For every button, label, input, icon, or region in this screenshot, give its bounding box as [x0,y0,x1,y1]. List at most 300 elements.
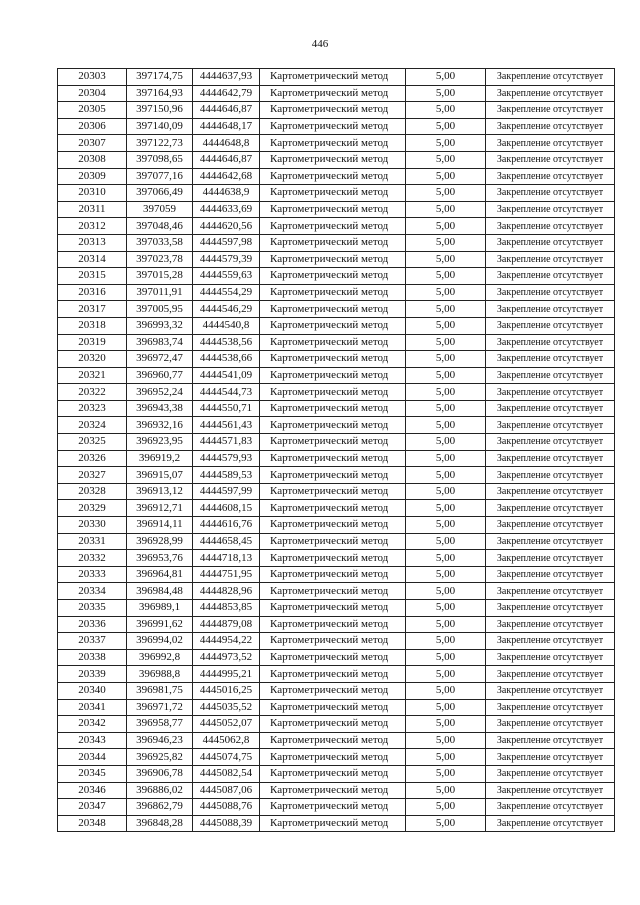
fixation-cell: Закрепление отсутствует [486,234,615,251]
point-number-cell: 20310 [58,185,127,202]
table-row [58,666,615,683]
method-cell: Картометрический метод [260,566,406,583]
fixation-cell: Закрепление отсутствует [486,616,615,633]
point-number-cell: 20319 [58,334,127,351]
point-number-cell: 20313 [58,234,127,251]
fixation-cell: Закрепление отсутствует [486,799,615,816]
y-coordinate-cell: 4444638,9 [193,185,260,202]
method-cell: Картометрический метод [260,85,406,102]
point-number-cell: 20329 [58,500,127,517]
x-coordinate-cell: 397005,95 [127,301,193,318]
y-coordinate-cell: 4444658,45 [193,533,260,550]
table-row [58,168,615,185]
x-coordinate-cell: 397164,93 [127,85,193,102]
precision-cell: 5,00 [406,699,486,716]
precision-cell: 5,00 [406,483,486,500]
table-row [58,251,615,268]
x-coordinate-cell: 397150,96 [127,102,193,119]
method-cell: Картометрический метод [260,102,406,119]
y-coordinate-cell: 4444579,93 [193,450,260,467]
x-coordinate-cell: 396913,12 [127,483,193,500]
method-cell: Картометрический метод [260,334,406,351]
table-row [58,467,615,484]
method-cell: Картометрический метод [260,716,406,733]
x-coordinate-cell: 397066,49 [127,185,193,202]
y-coordinate-cell: 4444571,83 [193,434,260,451]
y-coordinate-cell: 4444646,87 [193,151,260,168]
y-coordinate-cell: 4444646,87 [193,102,260,119]
y-coordinate-cell: 4445035,52 [193,699,260,716]
point-number-cell: 20317 [58,301,127,318]
method-cell: Картометрический метод [260,600,406,617]
x-coordinate-cell: 396971,72 [127,699,193,716]
y-coordinate-cell: 4444597,98 [193,234,260,251]
precision-cell: 5,00 [406,268,486,285]
table-row [58,151,615,168]
fixation-cell: Закрепление отсутствует [486,334,615,351]
method-cell: Картометрический метод [260,384,406,401]
y-coordinate-cell: 4444828,96 [193,583,260,600]
fixation-cell: Закрепление отсутствует [486,85,615,102]
x-coordinate-cell: 396862,79 [127,799,193,816]
table-row [58,417,615,434]
method-cell: Картометрический метод [260,633,406,650]
y-coordinate-cell: 4445016,25 [193,682,260,699]
method-cell: Картометрический метод [260,301,406,318]
x-coordinate-cell: 396952,24 [127,384,193,401]
point-number-cell: 20322 [58,384,127,401]
x-coordinate-cell: 397059 [127,201,193,218]
fixation-cell: Закрепление отсутствует [486,699,615,716]
table-row [58,185,615,202]
method-cell: Картометрический метод [260,815,406,832]
y-coordinate-cell: 4444954,22 [193,633,260,650]
table-row [58,434,615,451]
point-number-cell: 20347 [58,799,127,816]
table-row [58,234,615,251]
point-number-cell: 20344 [58,749,127,766]
fixation-cell: Закрепление отсутствует [486,749,615,766]
fixation-cell: Закрепление отсутствует [486,483,615,500]
precision-cell: 5,00 [406,135,486,152]
y-coordinate-cell: 4445074,75 [193,749,260,766]
table-row [58,218,615,235]
precision-cell: 5,00 [406,765,486,782]
x-coordinate-cell: 396848,28 [127,815,193,832]
point-number-cell: 20343 [58,732,127,749]
table-row [58,533,615,550]
point-number-cell: 20303 [58,69,127,86]
method-cell: Картометрический метод [260,351,406,368]
point-number-cell: 20332 [58,550,127,567]
x-coordinate-cell: 396988,8 [127,666,193,683]
y-coordinate-cell: 4444637,93 [193,69,260,86]
page-number: 446 [311,38,329,50]
method-cell: Картометрический метод [260,284,406,301]
fixation-cell: Закрепление отсутствует [486,251,615,268]
fixation-cell: Закрепление отсутствует [486,417,615,434]
table-row [58,500,615,517]
x-coordinate-cell: 396960,77 [127,367,193,384]
method-cell: Картометрический метод [260,682,406,699]
fixation-cell: Закрепление отсутствует [486,434,615,451]
table-row [58,815,615,832]
point-number-cell: 20307 [58,135,127,152]
fixation-cell: Закрепление отсутствует [486,284,615,301]
fixation-cell: Закрепление отсутствует [486,666,615,683]
table-row [58,732,615,749]
x-coordinate-cell: 396992,8 [127,649,193,666]
point-number-cell: 20311 [58,201,127,218]
point-number-cell: 20324 [58,417,127,434]
precision-cell: 5,00 [406,384,486,401]
point-number-cell: 20318 [58,317,127,334]
precision-cell: 5,00 [406,666,486,683]
point-number-cell: 20333 [58,566,127,583]
table-row [58,69,615,86]
fixation-cell: Закрепление отсутствует [486,600,615,617]
y-coordinate-cell: 4445052,07 [193,716,260,733]
x-coordinate-cell: 396943,38 [127,400,193,417]
precision-cell: 5,00 [406,69,486,86]
method-cell: Картометрический метод [260,799,406,816]
method-cell: Картометрический метод [260,765,406,782]
y-coordinate-cell: 4445087,06 [193,782,260,799]
fixation-cell: Закрепление отсутствует [486,317,615,334]
x-coordinate-cell: 396912,71 [127,500,193,517]
method-cell: Картометрический метод [260,517,406,534]
method-cell: Картометрический метод [260,69,406,86]
table-row [58,301,615,318]
point-number-cell: 20308 [58,151,127,168]
fixation-cell: Закрепление отсутствует [486,533,615,550]
method-cell: Картометрический метод [260,268,406,285]
precision-cell: 5,00 [406,583,486,600]
table-row [58,483,615,500]
point-number-cell: 20323 [58,400,127,417]
y-coordinate-cell: 4444648,8 [193,135,260,152]
x-coordinate-cell: 396994,02 [127,633,193,650]
method-cell: Картометрический метод [260,168,406,185]
fixation-cell: Закрепление отсутствует [486,517,615,534]
precision-cell: 5,00 [406,218,486,235]
method-cell: Картометрический метод [260,218,406,235]
x-coordinate-cell: 396991,62 [127,616,193,633]
x-coordinate-cell: 396989,1 [127,600,193,617]
method-cell: Картометрический метод [260,467,406,484]
x-coordinate-cell: 396993,32 [127,317,193,334]
precision-cell: 5,00 [406,417,486,434]
y-coordinate-cell: 4444559,63 [193,268,260,285]
precision-cell: 5,00 [406,467,486,484]
y-coordinate-cell: 4444597,99 [193,483,260,500]
y-coordinate-cell: 4445088,76 [193,799,260,816]
table-row [58,118,615,135]
method-cell: Картометрический метод [260,317,406,334]
fixation-cell: Закрепление отсутствует [486,102,615,119]
precision-cell: 5,00 [406,682,486,699]
fixation-cell: Закрепление отсутствует [486,185,615,202]
precision-cell: 5,00 [406,550,486,567]
table-row [58,749,615,766]
fixation-cell: Закрепление отсутствует [486,367,615,384]
y-coordinate-cell: 4444561,43 [193,417,260,434]
method-cell: Картометрический метод [260,400,406,417]
point-number-cell: 20330 [58,517,127,534]
precision-cell: 5,00 [406,517,486,534]
point-number-cell: 20340 [58,682,127,699]
y-coordinate-cell: 4444620,56 [193,218,260,235]
precision-cell: 5,00 [406,799,486,816]
method-cell: Картометрический метод [260,151,406,168]
y-coordinate-cell: 4444973,52 [193,649,260,666]
x-coordinate-cell: 396906,78 [127,765,193,782]
precision-cell: 5,00 [406,151,486,168]
y-coordinate-cell: 4444995,21 [193,666,260,683]
method-cell: Картометрический метод [260,483,406,500]
method-cell: Картометрический метод [260,732,406,749]
point-number-cell: 20337 [58,633,127,650]
point-number-cell: 20334 [58,583,127,600]
y-coordinate-cell: 4444751,95 [193,566,260,583]
fixation-cell: Закрепление отсутствует [486,467,615,484]
x-coordinate-cell: 396925,82 [127,749,193,766]
method-cell: Картометрический метод [260,666,406,683]
x-coordinate-cell: 396914,11 [127,517,193,534]
y-coordinate-cell: 4444879,08 [193,616,260,633]
table-row [58,616,615,633]
y-coordinate-cell: 4444540,8 [193,317,260,334]
precision-cell: 5,00 [406,234,486,251]
method-cell: Картометрический метод [260,201,406,218]
precision-cell: 5,00 [406,367,486,384]
fixation-cell: Закрепление отсутствует [486,450,615,467]
precision-cell: 5,00 [406,85,486,102]
table-row [58,583,615,600]
fixation-cell: Закрепление отсутствует [486,69,615,86]
method-cell: Картометрический метод [260,185,406,202]
y-coordinate-cell: 4444544,73 [193,384,260,401]
point-number-cell: 20327 [58,467,127,484]
point-number-cell: 20320 [58,351,127,368]
precision-cell: 5,00 [406,716,486,733]
table-row [58,517,615,534]
fixation-cell: Закрепление отсутствует [486,815,615,832]
y-coordinate-cell: 4444546,29 [193,301,260,318]
table-row [58,716,615,733]
y-coordinate-cell: 4444589,53 [193,467,260,484]
fixation-cell: Закрепление отсутствует [486,732,615,749]
table-row [58,384,615,401]
precision-cell: 5,00 [406,500,486,517]
fixation-cell: Закрепление отсутствует [486,201,615,218]
y-coordinate-cell: 4444616,76 [193,517,260,534]
fixation-cell: Закрепление отсутствует [486,649,615,666]
table-row [58,550,615,567]
method-cell: Картометрический метод [260,500,406,517]
precision-cell: 5,00 [406,284,486,301]
table-row [58,367,615,384]
x-coordinate-cell: 396928,99 [127,533,193,550]
coordinates-table [57,68,615,832]
y-coordinate-cell: 4445082,54 [193,765,260,782]
fixation-cell: Закрепление отсутствует [486,633,615,650]
table-row [58,600,615,617]
table-row [58,400,615,417]
precision-cell: 5,00 [406,616,486,633]
fixation-cell: Закрепление отсутствует [486,765,615,782]
precision-cell: 5,00 [406,102,486,119]
x-coordinate-cell: 397023,78 [127,251,193,268]
x-coordinate-cell: 396932,16 [127,417,193,434]
point-number-cell: 20305 [58,102,127,119]
point-number-cell: 20325 [58,434,127,451]
fixation-cell: Закрепление отсутствует [486,500,615,517]
y-coordinate-cell: 4444550,71 [193,400,260,417]
x-coordinate-cell: 396953,76 [127,550,193,567]
y-coordinate-cell: 4444642,79 [193,85,260,102]
x-coordinate-cell: 397011,91 [127,284,193,301]
precision-cell: 5,00 [406,334,486,351]
fixation-cell: Закрепление отсутствует [486,301,615,318]
point-number-cell: 20328 [58,483,127,500]
table-row [58,450,615,467]
point-number-cell: 20304 [58,85,127,102]
precision-cell: 5,00 [406,732,486,749]
y-coordinate-cell: 4445062,8 [193,732,260,749]
y-coordinate-cell: 4444718,13 [193,550,260,567]
table-row [58,201,615,218]
fixation-cell: Закрепление отсутствует [486,566,615,583]
fixation-cell: Закрепление отсутствует [486,716,615,733]
point-number-cell: 20341 [58,699,127,716]
table-row [58,566,615,583]
x-coordinate-cell: 397140,09 [127,118,193,135]
method-cell: Картометрический метод [260,616,406,633]
x-coordinate-cell: 397048,46 [127,218,193,235]
precision-cell: 5,00 [406,566,486,583]
y-coordinate-cell: 4444538,66 [193,351,260,368]
point-number-cell: 20306 [58,118,127,135]
fixation-cell: Закрепление отсутствует [486,268,615,285]
coordinates-table-body [58,69,615,832]
precision-cell: 5,00 [406,168,486,185]
x-coordinate-cell: 397077,16 [127,168,193,185]
point-number-cell: 20314 [58,251,127,268]
point-number-cell: 20309 [58,168,127,185]
point-number-cell: 20315 [58,268,127,285]
precision-cell: 5,00 [406,600,486,617]
fixation-cell: Закрепление отсутствует [486,351,615,368]
method-cell: Картометрический метод [260,234,406,251]
table-row [58,649,615,666]
point-number-cell: 20326 [58,450,127,467]
method-cell: Картометрический метод [260,699,406,716]
method-cell: Картометрический метод [260,434,406,451]
point-number-cell: 20342 [58,716,127,733]
table-row [58,85,615,102]
precision-cell: 5,00 [406,649,486,666]
point-number-cell: 20316 [58,284,127,301]
precision-cell: 5,00 [406,434,486,451]
method-cell: Картометрический метод [260,550,406,567]
table-row [58,682,615,699]
precision-cell: 5,00 [406,251,486,268]
y-coordinate-cell: 4444648,17 [193,118,260,135]
y-coordinate-cell: 4444538,56 [193,334,260,351]
fixation-cell: Закрепление отсутствует [486,782,615,799]
method-cell: Картометрический метод [260,417,406,434]
precision-cell: 5,00 [406,185,486,202]
x-coordinate-cell: 396915,07 [127,467,193,484]
y-coordinate-cell: 4444642,68 [193,168,260,185]
method-cell: Картометрический метод [260,749,406,766]
method-cell: Картометрический метод [260,450,406,467]
precision-cell: 5,00 [406,533,486,550]
table-row [58,765,615,782]
point-number-cell: 20321 [58,367,127,384]
x-coordinate-cell: 396958,77 [127,716,193,733]
y-coordinate-cell: 4444541,09 [193,367,260,384]
method-cell: Картометрический метод [260,118,406,135]
x-coordinate-cell: 397015,28 [127,268,193,285]
x-coordinate-cell: 396919,2 [127,450,193,467]
x-coordinate-cell: 396964,81 [127,566,193,583]
point-number-cell: 20335 [58,600,127,617]
x-coordinate-cell: 397033,58 [127,234,193,251]
x-coordinate-cell: 396923,95 [127,434,193,451]
method-cell: Картометрический метод [260,533,406,550]
table-row [58,782,615,799]
y-coordinate-cell: 4444853,85 [193,600,260,617]
table-row [58,699,615,716]
fixation-cell: Закрепление отсутствует [486,682,615,699]
point-number-cell: 20336 [58,616,127,633]
point-number-cell: 20312 [58,218,127,235]
method-cell: Картометрический метод [260,367,406,384]
table-row [58,633,615,650]
table-row [58,799,615,816]
y-coordinate-cell: 4444554,29 [193,284,260,301]
method-cell: Картометрический метод [260,583,406,600]
fixation-cell: Закрепление отсутствует [486,400,615,417]
fixation-cell: Закрепление отсутствует [486,583,615,600]
point-number-cell: 20346 [58,782,127,799]
precision-cell: 5,00 [406,351,486,368]
x-coordinate-cell: 396984,48 [127,583,193,600]
fixation-cell: Закрепление отсутствует [486,550,615,567]
y-coordinate-cell: 4445088,39 [193,815,260,832]
method-cell: Картометрический метод [260,135,406,152]
table-row [58,102,615,119]
x-coordinate-cell: 396886,02 [127,782,193,799]
point-number-cell: 20348 [58,815,127,832]
x-coordinate-cell: 396981,75 [127,682,193,699]
fixation-cell: Закрепление отсутствует [486,118,615,135]
precision-cell: 5,00 [406,118,486,135]
x-coordinate-cell: 396946,23 [127,732,193,749]
precision-cell: 5,00 [406,301,486,318]
y-coordinate-cell: 4444633,69 [193,201,260,218]
point-number-cell: 20345 [58,765,127,782]
fixation-cell: Закрепление отсутствует [486,135,615,152]
method-cell: Картометрический метод [260,649,406,666]
precision-cell: 5,00 [406,815,486,832]
point-number-cell: 20339 [58,666,127,683]
precision-cell: 5,00 [406,450,486,467]
fixation-cell: Закрепление отсутствует [486,218,615,235]
precision-cell: 5,00 [406,633,486,650]
